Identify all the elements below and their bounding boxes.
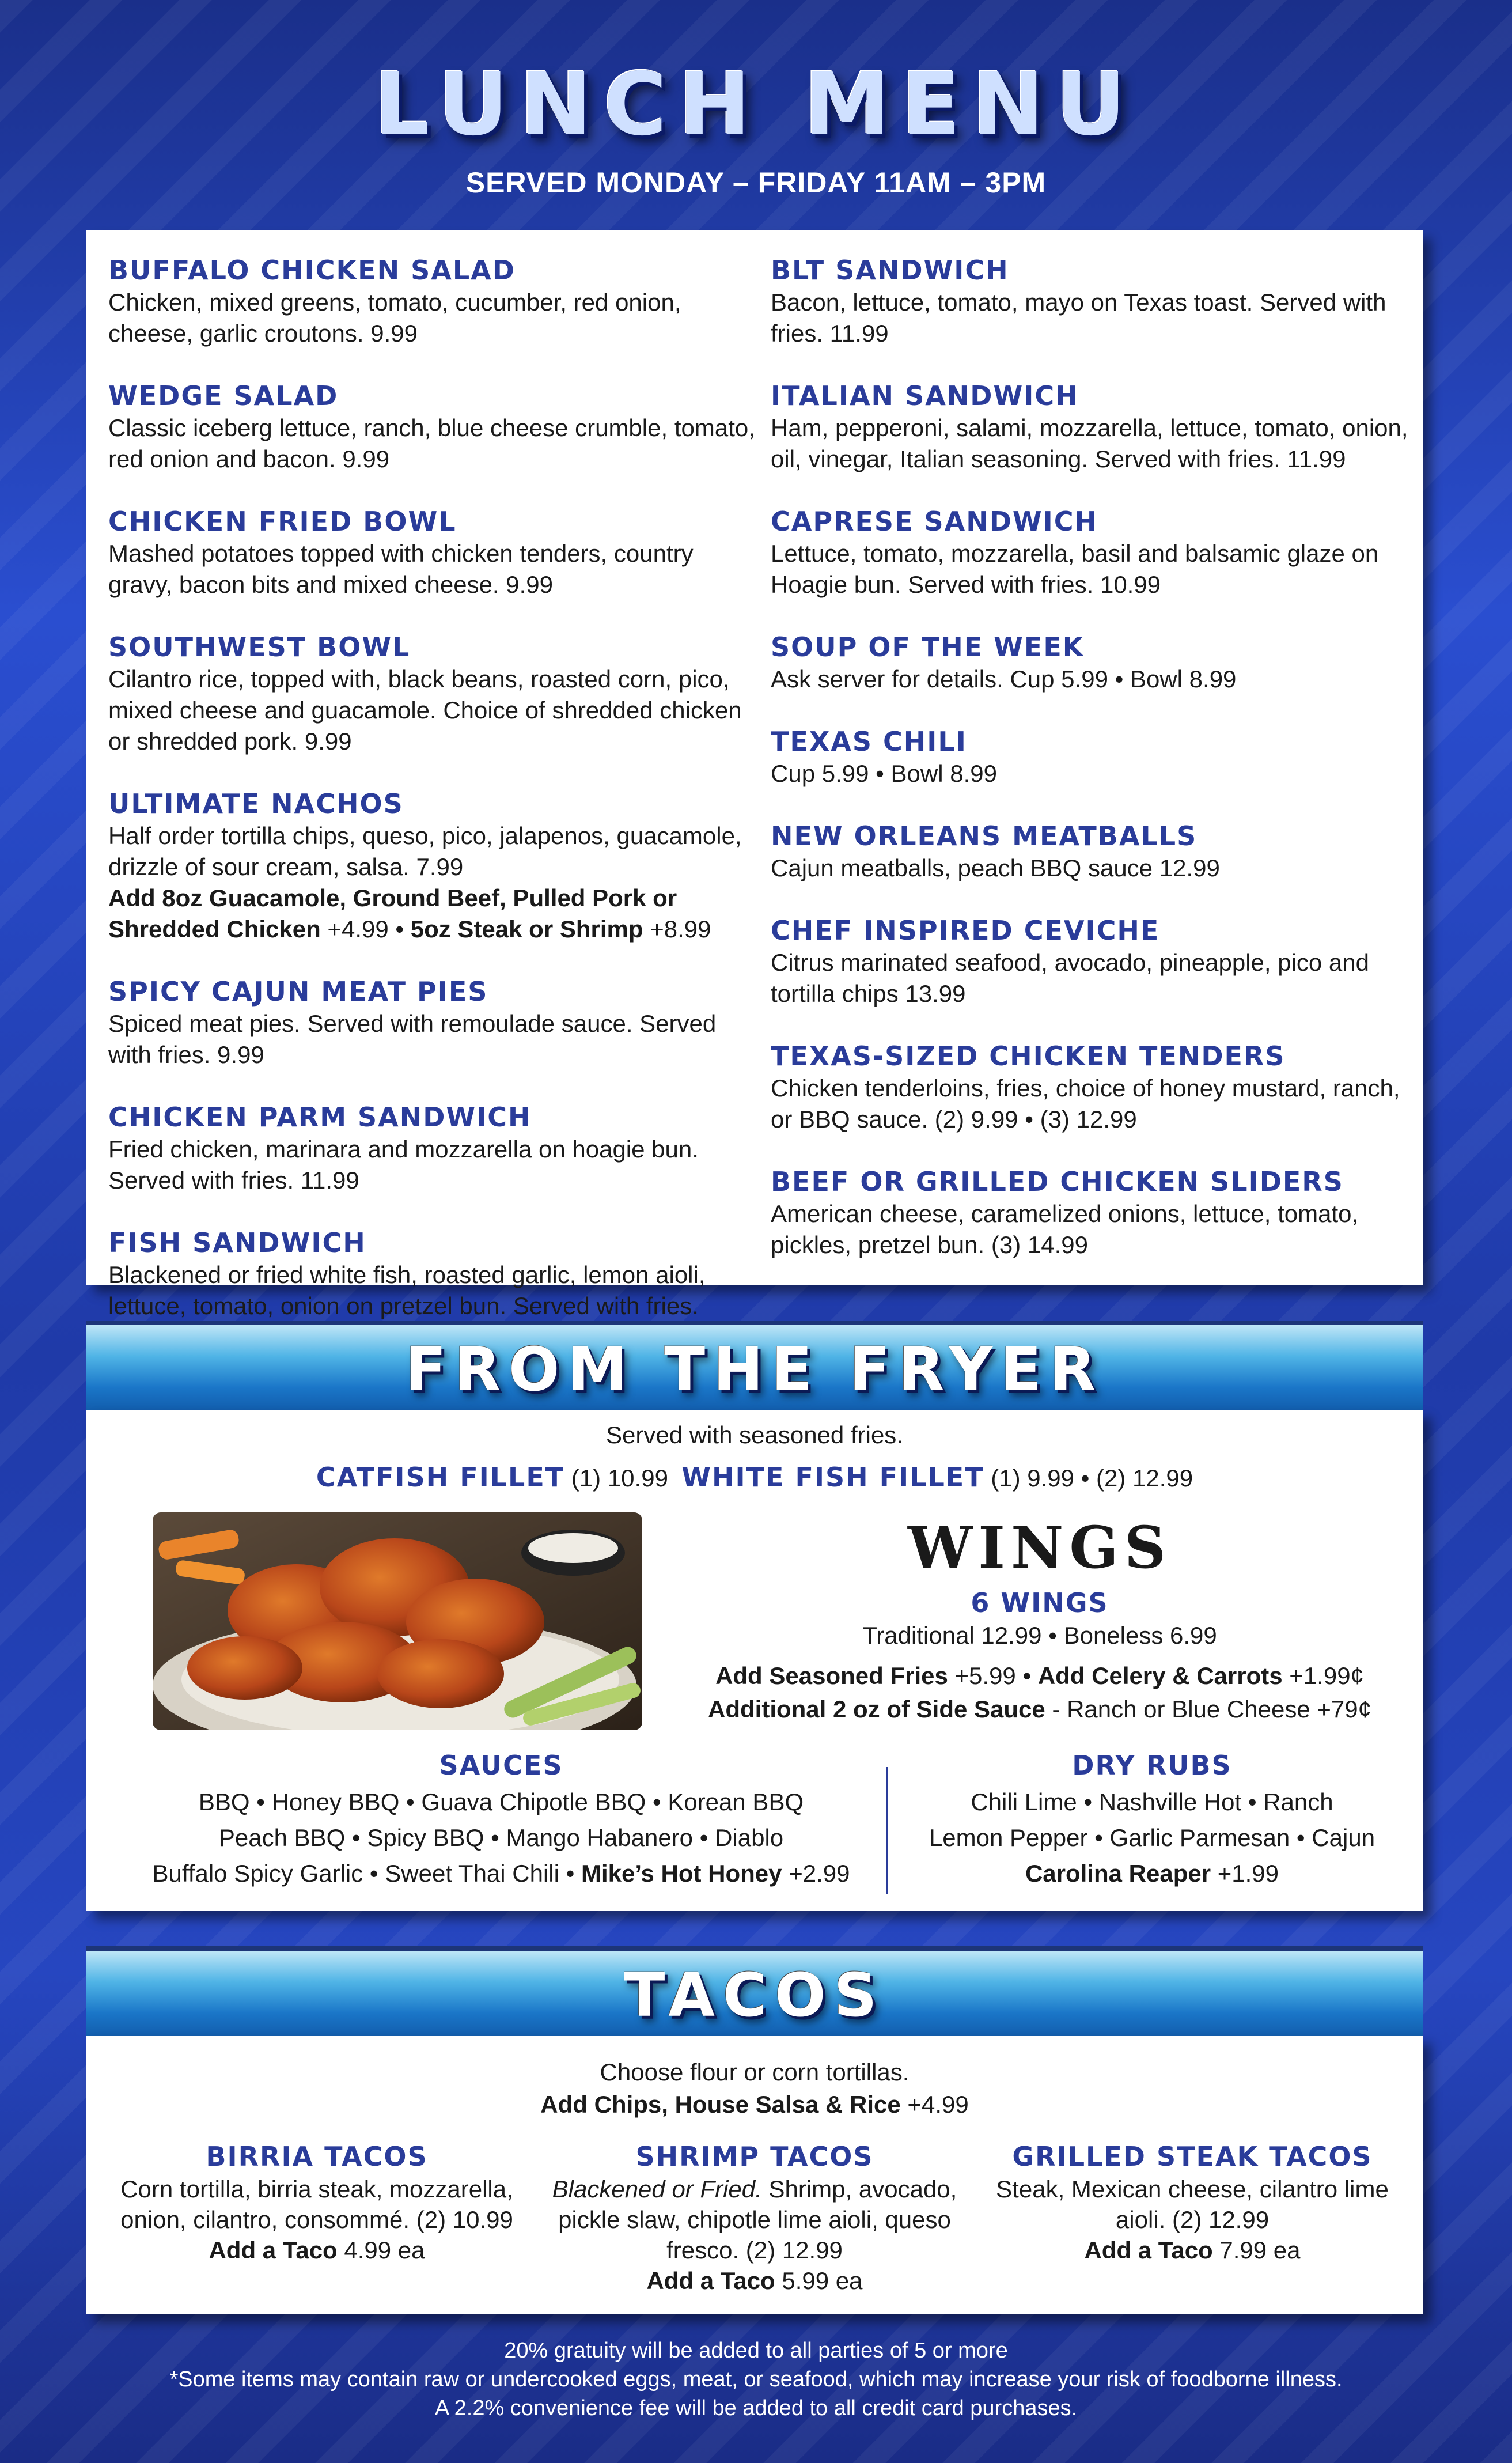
addon-label: Add Seasoned Fries: [715, 1662, 948, 1689]
item-name: TEXAS-SIZED CHICKEN TENDERS: [771, 1041, 1286, 1072]
taco-name: GRILLED STEAK TACOS: [1012, 2141, 1373, 2172]
fish-fillet-line: [86, 1462, 1423, 1493]
item-name: SOUP OF THE WEEK: [771, 631, 1085, 663]
taco-item: [98, 2139, 536, 2265]
item-name: CHEF INSPIRED CEVICHE: [771, 915, 1160, 946]
sauces-heading: SAUCES: [439, 1750, 563, 1781]
addon-label: 5oz Steak or Shrimp: [410, 915, 643, 943]
item-name: CAPRESE SANDWICH: [771, 506, 1098, 537]
taco-style: Blackened or Fried.: [552, 2176, 762, 2203]
addon-label: Add 8oz Guacamole, Ground Beef, Pulled Pork or Shredded Chicken: [108, 884, 677, 943]
item-name: CHICKEN FRIED BOWL: [108, 506, 457, 537]
addon-label: Add a Taco: [209, 2237, 338, 2264]
item-name: ITALIAN SANDWICH: [771, 380, 1079, 411]
taco-description-text: Shrimp, avocado, pickle slaw, chipotle lime aioli, queso fresco. (2) 12.99: [558, 2176, 957, 2264]
tacos-intro: Choose flour or corn tortillas.: [600, 2059, 910, 2086]
menu-item: [108, 379, 759, 475]
addon-label: Additional 2 oz of Side Sauce: [708, 1696, 1045, 1723]
addon-label: Add Celery & Carrots: [1037, 1662, 1283, 1689]
item-description: Ham, pepperoni, salami, mozzarella, lettuce, tomato, onion, oil, vinegar, Italian seasoning. Served with fries. 11.99: [771, 414, 1408, 472]
sauce-premium-price: +2.99: [782, 1860, 850, 1887]
menu-hours: SERVED MONDAY – FRIDAY 11AM – 3PM: [465, 167, 1047, 199]
credit-card-fee-note: A 2.2% convenience fee will be added to all credit card purchases.: [434, 2396, 1078, 2420]
item-description: Spiced meat pies. Served with remoulade sauce. Served with fries. 9.99: [108, 1010, 717, 1068]
addon-price: +4.99: [900, 2091, 969, 2118]
item-description: Chicken, mixed greens, tomato, cucumber, red onion, cheese, garlic croutons. 9.99: [108, 289, 681, 347]
wings-prices: Traditional 12.99 • Boneless 6.99: [862, 1622, 1217, 1649]
menu-item: [771, 379, 1422, 475]
item-description: Blackened or fried white fish, roasted garlic, lemon aioli, lettuce, tomato, onion on pretzel bun. Served with fries.: [108, 1261, 706, 1319]
taco-name: SHRIMP TACOS: [635, 2141, 874, 2172]
menu-title: LUNCH MENU: [374, 55, 1138, 155]
item-description: Mashed potatoes topped with chicken tenders, country gravy, bacon bits and mixed cheese. 9.99: [108, 540, 694, 598]
item-description: Half order tortilla chips, queso, pico, jalapenos, guacamole, drizzle of sour cream, salsa. 7.99: [108, 822, 742, 880]
sauces-divider: [886, 1767, 888, 1894]
menu-item: [771, 725, 1422, 789]
item-name: CHICKEN PARM SANDWICH: [108, 1102, 532, 1133]
addon-price: +1.99¢: [1282, 1662, 1364, 1689]
whitefish-price: (1) 9.99 • (2) 12.99: [984, 1465, 1193, 1492]
item-description: Classic iceberg lettuce, ranch, blue cheese crumble, tomato, red onion and bacon. 9.99: [108, 414, 755, 472]
fryer-panel: [86, 1410, 1423, 1911]
sauces-line: Peach BBQ • Spicy BBQ • Mango Habanero • Diablo: [218, 1824, 784, 1851]
item-description: American cheese, caramelized onions, lettuce, tomato, pickles, pretzel bun. (3) 14.99: [771, 1200, 1359, 1258]
fryer-banner: [86, 1321, 1423, 1414]
addon-price: 5.99 ea: [775, 2267, 863, 2294]
menu-item: [771, 1165, 1422, 1261]
addon-price: 7.99 ea: [1212, 2237, 1301, 2264]
fryer-served-note: Served with seasoned fries.: [606, 1421, 903, 1448]
addon-price: - Ranch or Blue Cheese +79¢: [1045, 1696, 1371, 1723]
lunch-right-column: [771, 254, 1422, 1291]
rub-premium-price: +1.99: [1211, 1860, 1279, 1887]
menu-item: [108, 975, 759, 1070]
item-name: FISH SANDWICH: [108, 1227, 366, 1258]
addon-label: Add a Taco: [646, 2267, 775, 2294]
addon-price: +4.99 •: [320, 915, 411, 943]
item-name: NEW ORLEANS MEATBALLS: [771, 820, 1198, 852]
taco-addon: [98, 2235, 536, 2265]
gratuity-note: 20% gratuity will be added to all parties of 5 or more: [504, 2339, 1008, 2363]
item-name: BUFFALO CHICKEN SALAD: [108, 255, 516, 286]
menu-item: [771, 254, 1422, 349]
food-safety-note: *Some items may contain raw or undercooked eggs, meat, or seafood, which may increase your risk of foodborne illness.: [169, 2367, 1343, 2392]
menu-item: [771, 630, 1422, 695]
item-name: WEDGE SALAD: [108, 380, 339, 411]
taco-description: Steak, Mexican cheese, cilantro lime aioli. (2) 12.99: [996, 2176, 1389, 2233]
lunch-items-panel: [86, 230, 1423, 1319]
menu-item: [108, 1100, 759, 1196]
tacos-banner: [86, 1946, 1423, 2040]
item-description: Cilantro rice, topped with, black beans, roasted corn, pico, mixed cheese and guacamole. Choice of shredded chicken or shredded pork. 9.99: [108, 665, 742, 755]
taco-addon: [536, 2265, 973, 2296]
sauce-list: Buffalo Spicy Garlic • Sweet Thai Chili •: [152, 1860, 582, 1887]
item-name: ULTIMATE NACHOS: [108, 788, 404, 819]
taco-description: Corn tortilla, birria steak, mozzarella, onion, cilantro, consommé. (2) 10.99: [120, 2176, 513, 2233]
dry-rubs-line: Lemon Pepper • Garlic Parmesan • Cajun: [929, 1824, 1375, 1851]
wings-photo: [153, 1512, 642, 1730]
wings-title: WINGS: [907, 1514, 1172, 1582]
item-description: Chicken tenderloins, fries, choice of honey mustard, ranch, or BBQ sauce. (2) 9.99 • (3) 12.99: [771, 1075, 1400, 1133]
item-description: Cup 5.99 • Bowl 8.99: [771, 760, 997, 787]
item-addon: [108, 883, 759, 945]
catfish-name: CATFISH FILLET: [316, 1462, 565, 1493]
taco-item: [536, 2139, 973, 2296]
dry-rubs-line: Chili Lime • Nashville Hot • Ranch: [971, 1788, 1333, 1815]
item-description: Lettuce, tomato, mozzarella, basil and balsamic glaze on Hoagie bun. Served with fries. 10.99: [771, 540, 1379, 598]
taco-name: BIRRIA TACOS: [206, 2141, 428, 2172]
rub-premium: Carolina Reaper: [1025, 1860, 1211, 1887]
taco-item: [973, 2139, 1411, 2265]
addon-price: 4.99 ea: [337, 2237, 425, 2264]
menu-item: [108, 787, 759, 945]
tacos-panel: [86, 2036, 1423, 2314]
item-description: Citrus marinated seafood, avocado, pineapple, pico and tortilla chips 13.99: [771, 949, 1370, 1007]
lunch-left-column: [108, 254, 759, 1383]
item-description: Bacon, lettuce, tomato, mayo on Texas toast. Served with fries. 11.99: [771, 289, 1386, 347]
item-name: BEEF OR GRILLED CHICKEN SLIDERS: [771, 1166, 1344, 1197]
menu-item: [771, 505, 1422, 600]
item-name: SOUTHWEST BOWL: [108, 631, 411, 663]
taco-description: [536, 2174, 973, 2265]
tacos-title: TACOS: [624, 1960, 885, 2030]
fryer-title: FROM THE FRYER: [405, 1334, 1104, 1405]
menu-item: [771, 914, 1422, 1009]
menu-item: [108, 630, 759, 757]
dry-rubs-heading: DRY RUBS: [1072, 1750, 1232, 1781]
menu-item: [108, 254, 759, 349]
menu-item: [108, 505, 759, 600]
tacos-addon: [86, 2091, 1423, 2118]
taco-addon: [973, 2235, 1411, 2265]
dry-rubs-line: [893, 1856, 1411, 1891]
wings-addons: [662, 1662, 1417, 1690]
sauces-line: [121, 1856, 881, 1891]
whitefish-name: WHITE FISH FILLET: [681, 1462, 984, 1493]
addon-price: +8.99: [643, 915, 711, 943]
addon-label: Add a Taco: [1084, 2237, 1213, 2264]
wings-side-sauce: [662, 1696, 1417, 1723]
item-description: Ask server for details. Cup 5.99 • Bowl 8.99: [771, 665, 1237, 693]
catfish-price: (1) 10.99: [564, 1465, 668, 1492]
addon-label: Add Chips, House Salsa & Rice: [540, 2091, 901, 2118]
menu-item: [771, 819, 1422, 884]
menu-item: [771, 1039, 1422, 1135]
item-name: TEXAS CHILI: [771, 726, 967, 757]
item-name: SPICY CAJUN MEAT PIES: [108, 976, 488, 1007]
item-description: Cajun meatballs, peach BBQ sauce 12.99: [771, 854, 1220, 881]
item-name: BLT SANDWICH: [771, 255, 1009, 286]
item-description: Fried chicken, marinara and mozzarella on hoagie bun. Served with fries. 11.99: [108, 1136, 699, 1194]
addon-price: +5.99 •: [948, 1662, 1038, 1689]
sauces-line: BBQ • Honey BBQ • Guava Chipotle BBQ • Korean BBQ: [198, 1788, 804, 1815]
sauce-premium: Mike’s Hot Honey: [581, 1860, 782, 1887]
wings-count: 6 WINGS: [971, 1587, 1109, 1618]
